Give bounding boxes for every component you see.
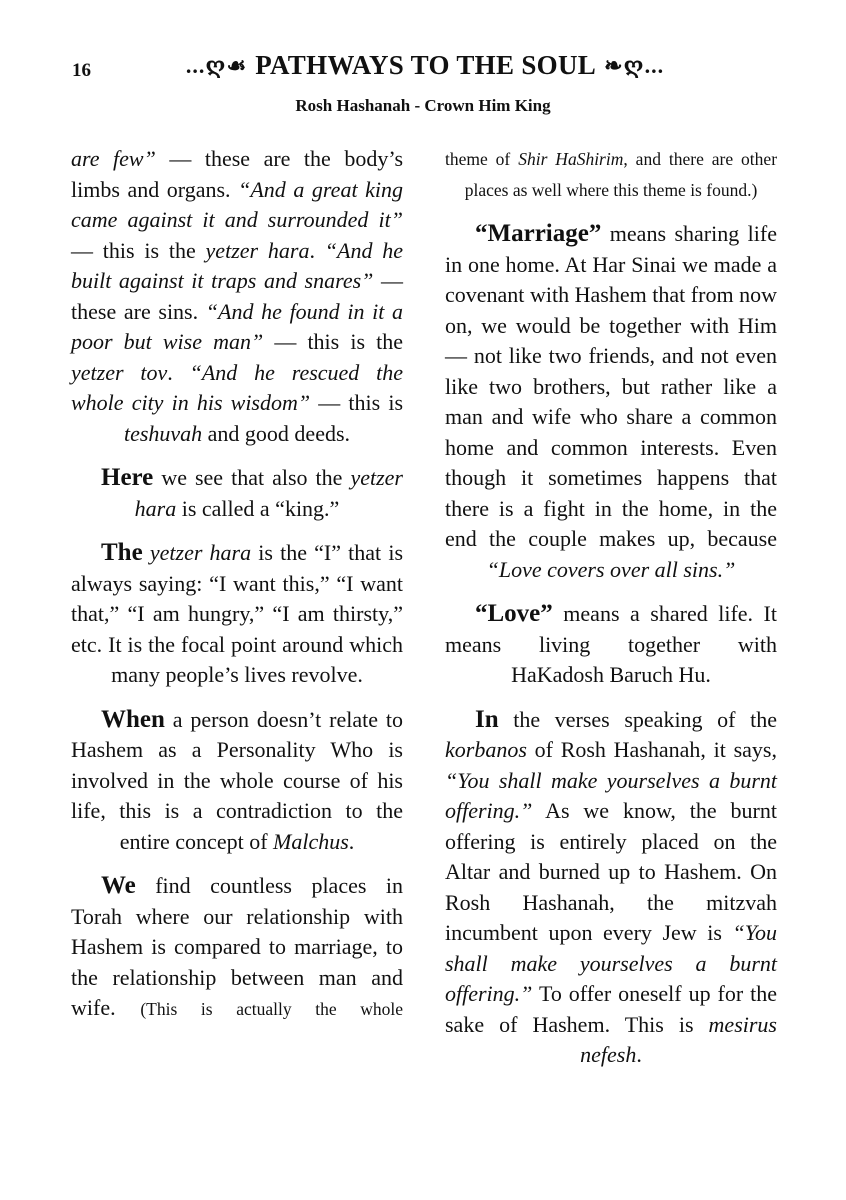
running-head [130, 50, 720, 81]
lead-word: The [101, 539, 143, 566]
book-title: PATHWAYS TO THE SOUL [255, 50, 597, 80]
paragraph-marriage: “Marriage” means sharing life in one home. At Har Sinai we made a covenant with Hashem that from now on, we would be together with Him — not like two friends, and not even like two brothers, but rather like a man and wife who share a common home and common interests. Even though it sometimes happens that there is a fight in the home, in the end the couple makes up, because “Love covers over all sins.” [445, 220, 777, 582]
left-column [71, 144, 403, 1039]
ornament-left-icon: ...ღ☙ [185, 52, 248, 78]
lead-word: Here [101, 464, 154, 491]
lead-word: In [475, 705, 499, 733]
paragraph-we: We find countless places in Torah where our relationship with Hashem is compared to marriage, to the relationship between man and wife. (This is actually the whole [71, 872, 403, 1020]
lead-word: “Love” [475, 600, 553, 627]
paragraph-note-continued: theme of Shir HaShirim, and there are other places as well where this theme is found.) [445, 149, 778, 200]
paragraph-continued: are few” — these are the body’s limbs and organs. “And a great king came against it and surrounded it” — this is the yetzer hara. “And he built against it traps and snares” — these are sins. “And he found in it a poor but wise man” — this is the yetzer tov. “And he rescued the whole city in his wisdom” — this is teshuvah and good deeds. [71, 146, 404, 446]
page-number: 16 [72, 60, 91, 81]
ornament-right-icon: ❧ღ... [604, 52, 665, 78]
chapter-subtitle: Rosh Hashanah - Crown Him King [295, 96, 551, 115]
lead-word: When [101, 705, 165, 733]
lead-word: We [101, 872, 136, 899]
paragraph-the: The yetzer hara is the “I” that is always saying: “I want this,” “I want that,” “I am hungry,” “I am thirsty,” etc. It is the focal point around which many people’s lives revolve. [71, 539, 404, 687]
paragraph-love: “Love” means a shared life. It means living together with HaKadosh Baruch Hu. [445, 600, 777, 687]
paragraph-when: When a person doesn’t relate to Hashem as a Personality Who is involved in the whole course of his life, this is a contradiction to the entire concept of Malchus. [71, 705, 403, 854]
paragraph-here: Here we see that also the yetzer hara is called a “king.” [101, 464, 403, 521]
right-column [445, 144, 777, 1085]
paragraph-in: In the verses speaking of the korbanos of Rosh Hashanah, it says, “You shall make yourselves a burnt offering.” As we know, the burnt offering is entirely placed on the Altar and burned up to Hashem. On Rosh Hashanah, the mitzvah incumbent upon every Jew is “You shall make yourselves a burnt offering.” To offer oneself up for the sake of Hashem. This is mesirus nefesh. [445, 705, 777, 1067]
lead-word: “Marriage” [475, 220, 602, 247]
